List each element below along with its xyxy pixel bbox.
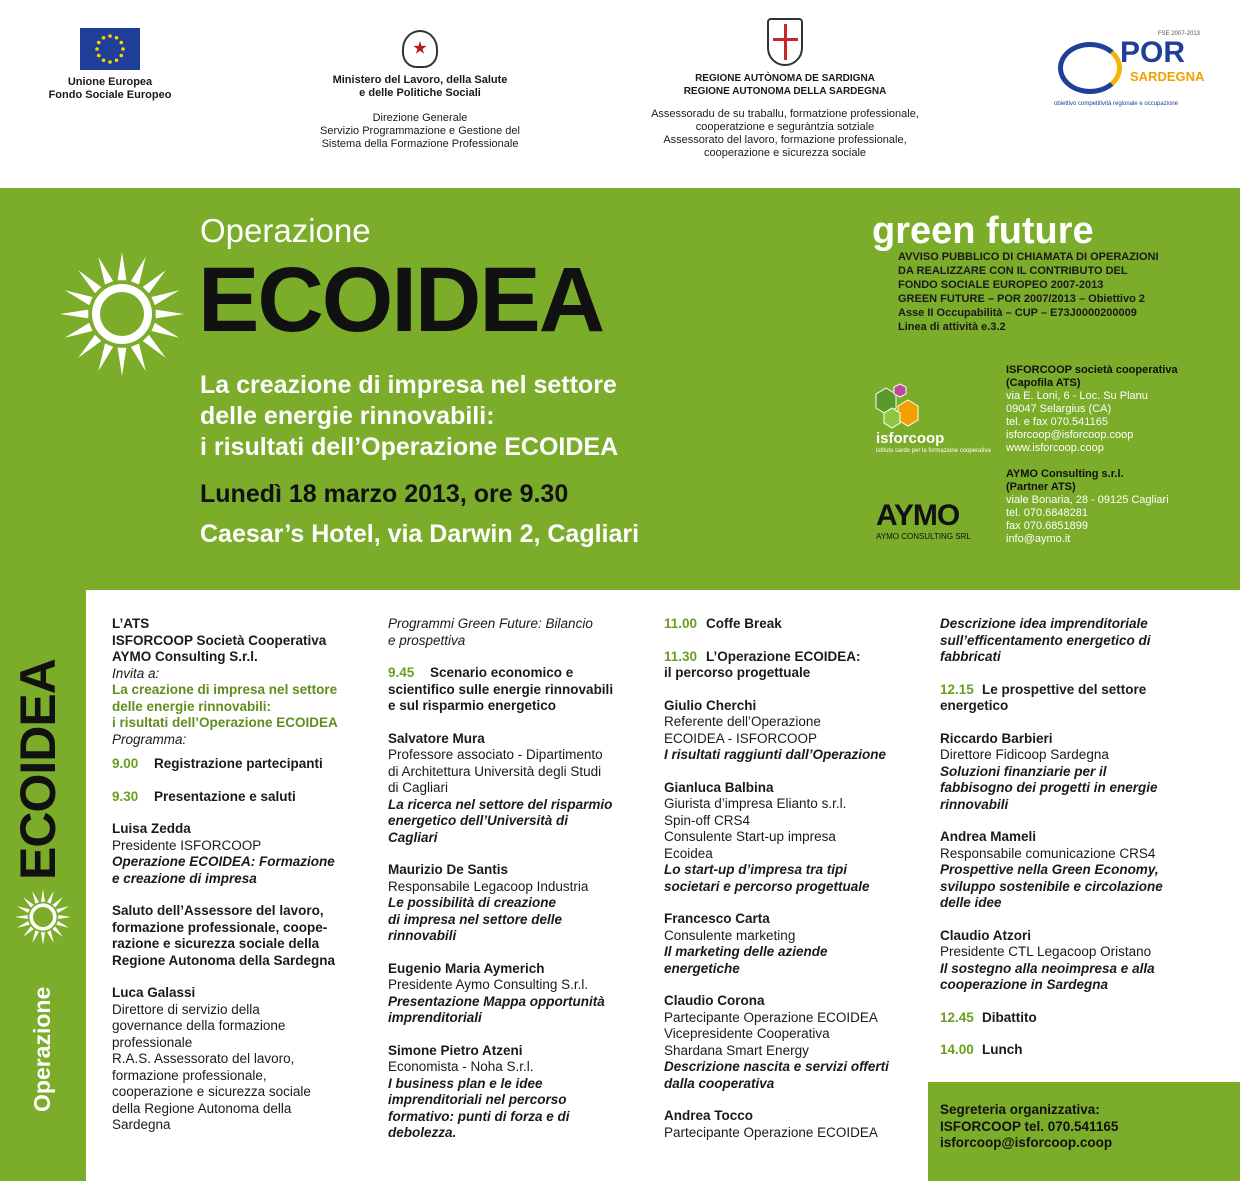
isforcoop-contact xyxy=(1006,364,1236,455)
speaker-name: Gianluca Balbina xyxy=(664,779,774,795)
invite-title: La creazione di impresa nel settore xyxy=(112,682,338,697)
speaker-role: Shardana Smart Energy xyxy=(664,1042,809,1058)
speaker-name: Riccardo Barbieri xyxy=(940,730,1053,746)
regione-name1: REGIONE AUTÒNOMA DE SARDIGNA xyxy=(695,73,875,84)
agenda-time: 12.45 xyxy=(940,1009,974,1025)
speaker-topic: di impresa nel settore delle xyxy=(388,911,563,927)
hero-subtitle-line3: i risultati dell’Operazione ECOIDEA xyxy=(200,433,619,461)
gf-line: Linea di attività e.3.2 xyxy=(898,321,1006,333)
eu-line2: Fondo Sociale Europeo xyxy=(48,89,172,101)
hexagon-logo-icon xyxy=(870,382,930,432)
speaker-topic: Cagliari xyxy=(388,829,438,845)
speaker-topic: fabbisogno dei progetti in energie xyxy=(940,780,1158,795)
speaker-topic: Il marketing delle aziende xyxy=(664,944,828,959)
contact-line: viale Bonaria, 28 - 09125 Cagliari xyxy=(1006,494,1169,506)
greeting-line: razione e sicurezza sociale della xyxy=(112,936,320,951)
regione-ass1: Assessoradu de su traballu, formatzione professionale, xyxy=(651,108,919,120)
speaker-topic: Soluzioni finanziarie per il xyxy=(940,763,1107,779)
program-label: Programma: xyxy=(112,731,187,747)
green-future-title: green future xyxy=(872,210,1094,252)
aymo-logo xyxy=(876,500,986,550)
program-column-3 xyxy=(664,616,926,1141)
ministero-dir1: Direzione Generale xyxy=(372,112,468,124)
agenda-item: 12.45 Dibattito xyxy=(940,1009,1037,1025)
speaker-topic: imprenditoriali xyxy=(388,1010,482,1025)
side-title: ECOIDEA xyxy=(10,659,66,880)
por-tagline: obiettivo competitività regionale e occupazione xyxy=(1054,101,1179,107)
speaker-role: Partecipante Operazione ECOIDEA xyxy=(664,1009,878,1025)
green-future-details xyxy=(898,250,1218,334)
contact-line: tel. e fax 070.541165 xyxy=(1006,416,1108,428)
regione-logo-block xyxy=(620,18,950,160)
agenda-item-cont: scientifico sulle energie rinnovabili xyxy=(388,681,614,697)
hero-title: ECOIDEA xyxy=(198,249,604,351)
speaker-role: Partecipante Operazione ECOIDEA xyxy=(664,1124,878,1140)
contact-line: 09047 Selargius (CA) xyxy=(1006,403,1112,415)
program-column-4 xyxy=(940,616,1220,1059)
speaker-role: Consulente marketing xyxy=(664,927,796,943)
sun-icon xyxy=(14,888,72,946)
org-line: ISFORCOOP Società Cooperativa xyxy=(112,632,327,648)
speaker-topic: imprenditoriali nel percorso xyxy=(388,1092,567,1107)
speaker-name: Claudio Corona xyxy=(664,993,765,1008)
speaker-role: della Regione Autonoma della xyxy=(112,1100,292,1116)
isforcoop-logo xyxy=(866,378,991,458)
ministero-name1: Ministero del Lavoro, della Salute xyxy=(332,74,508,86)
italian-emblem-icon xyxy=(402,30,438,68)
contact-line: tel. 070.6848281 xyxy=(1006,507,1088,519)
agenda-item: 9.00 Registrazione partecipanti xyxy=(112,756,323,771)
event-date: Lunedì 18 marzo 2013, ore 9.30 xyxy=(200,480,569,508)
aymo-tag: AYMO CONSULTING SRL xyxy=(876,532,971,541)
agenda-time: 14.00 xyxy=(940,1042,974,1057)
section-heading: sull’efficentamento energetico di xyxy=(940,632,1151,648)
contact-website[interactable]: www.isforcoop.coop xyxy=(1006,442,1104,454)
invite-title: i risultati dell’Operazione ECOIDEA xyxy=(112,715,338,730)
contact-email[interactable]: isforcoop@isforcoop.coop xyxy=(1006,429,1134,441)
speaker-topic: societari e percorso progettuale xyxy=(664,878,870,894)
speaker-name: Giulio Cherchi xyxy=(664,697,757,713)
speaker-role: professionale xyxy=(112,1034,193,1050)
isforcoop-word: isforcoop xyxy=(876,430,945,447)
section-heading: Programmi Green Future: Bilancio xyxy=(388,616,593,631)
sardinia-crest-icon xyxy=(767,18,803,66)
speaker-name: Simone Pietro Atzeni xyxy=(388,1042,523,1058)
speaker-role: Sardegna xyxy=(112,1117,171,1132)
speaker-name: Andrea Tocco xyxy=(664,1108,754,1123)
speaker-name: Andrea Mameli xyxy=(940,829,1037,844)
agenda-item: 11.30 L’Operazione ECOIDEA: xyxy=(664,648,861,664)
speaker-role: di Cagliari xyxy=(388,780,449,795)
speaker-name: Eugenio Maria Aymerich xyxy=(388,960,545,976)
agenda-item: 9.30 Presentazione e saluti xyxy=(112,788,296,804)
hero-band xyxy=(0,188,1240,590)
agenda-time: 11.30 xyxy=(664,648,698,664)
speaker-topic: Prospettive nella Green Economy, xyxy=(940,862,1159,877)
speaker-topic: energetico dell’Università di xyxy=(388,813,569,828)
speaker-topic: Operazione ECOIDEA: Formazione xyxy=(112,854,335,869)
regione-ass2: cooperatzione e seguràntzia sotziale xyxy=(695,121,875,133)
header-logos xyxy=(0,0,1240,188)
speaker-name: Maurizio De Santis xyxy=(388,862,509,877)
speaker-topic: Descrizione nascita e servizi offerti xyxy=(664,1059,889,1074)
agenda-item-cont: il percorso progettuale xyxy=(664,665,811,680)
por-word: POR xyxy=(1120,36,1186,69)
hero-subtitle xyxy=(200,370,618,463)
speaker-topic: Il sostegno alla neoimpresa e alla xyxy=(940,960,1155,976)
segreteria-email[interactable]: isforcoop@isforcoop.coop xyxy=(940,1135,1113,1150)
speaker-role: R.A.S. Assessorato del lavoro, xyxy=(112,1051,295,1066)
speaker-name: Claudio Atzori xyxy=(940,927,1031,943)
ministero-name2: e delle Politiche Sociali xyxy=(359,87,481,99)
aymo-role: (Partner ATS) xyxy=(1006,481,1076,493)
speaker-topic: cooperazione in Sardegna xyxy=(940,977,1109,992)
agenda-time: 9.45 xyxy=(388,665,415,680)
speaker-role: Giurista d’impresa Elianto s.r.l. xyxy=(664,796,847,811)
speaker-role: Direttore Fidicoop Sardegna xyxy=(940,747,1109,762)
speaker-topic: Le possibilità di creazione xyxy=(388,895,557,910)
speaker-topic: Lo start-up d’impresa tra tipi xyxy=(664,862,848,877)
speaker-role: di Architettura Università degli Studi xyxy=(388,763,602,779)
speaker-name: Salvatore Mura xyxy=(388,730,485,746)
speaker-role: Responsabile Legacoop Industria xyxy=(388,878,589,894)
speaker-role: governance della formazione xyxy=(112,1018,286,1033)
agenda-time: 11.00 xyxy=(664,616,698,631)
hero-subtitle-line2: delle energie rinnovabili: xyxy=(200,402,495,430)
program-column-2 xyxy=(388,616,648,1142)
speaker-topic: La ricerca nel settore del risparmio xyxy=(388,796,613,812)
speaker-topic: energetiche xyxy=(664,960,740,976)
speaker-role: Professore associato - Dipartimento xyxy=(388,747,603,762)
ministero-dir3: Sistema della Formazione Professionale xyxy=(321,138,519,150)
speaker-topic: sviluppo sostenibile e circolazione xyxy=(940,878,1163,894)
por-fse: FSE 2007-2013 xyxy=(1157,31,1200,37)
greeting-line: Saluto dell’Assessore del lavoro, xyxy=(112,903,324,918)
regione-ass4: cooperazione e sicurezza sociale xyxy=(703,147,867,159)
greeting-line: Regione Autonoma della Sardegna xyxy=(112,952,336,968)
side-label: Operazione xyxy=(29,986,55,1112)
aymo-name: AYMO Consulting s.r.l. xyxy=(1006,468,1124,480)
contact-email[interactable]: info@aymo.it xyxy=(1006,533,1071,545)
speaker-name: Luca Galassi xyxy=(112,985,196,1000)
org-line: AYMO Consulting S.r.l. xyxy=(112,649,258,664)
agenda-time: 9.30 xyxy=(112,788,139,804)
eu-logo-block xyxy=(40,28,180,102)
eu-line1: Unione Europea xyxy=(67,76,153,88)
speaker-topic: debolezza. xyxy=(388,1125,457,1140)
segreteria-title: Segreteria organizzativa: xyxy=(940,1102,1100,1117)
program-column-1 xyxy=(112,616,377,1134)
agenda-item-cont: energetico xyxy=(940,698,1009,713)
speaker-topic: Presentazione Mappa opportunità xyxy=(388,993,605,1009)
speaker-role: Ecoidea xyxy=(664,845,713,861)
speaker-role: Direttore di servizio della xyxy=(112,1001,260,1017)
invite-title: delle energie rinnovabili: xyxy=(112,698,272,714)
gf-line: Asse II Occupabilità – CUP – E73J0000200009 xyxy=(898,307,1137,319)
agenda-time: 12.15 xyxy=(940,681,974,697)
speaker-role: formazione professionale, xyxy=(112,1067,267,1083)
event-venue: Caesar’s Hotel, via Darwin 2, Cagliari xyxy=(200,520,640,548)
agenda-item: 9.45 Scenario economico e xyxy=(388,665,574,680)
agenda-item: 11.00 Coffe Break xyxy=(664,616,782,631)
speaker-role: Economista - Noha S.r.l. xyxy=(388,1059,534,1074)
regione-name2: REGIONE AUTONOMA DELLA SARDEGNA xyxy=(683,86,887,97)
speaker-role: Vicepresidente Cooperativa xyxy=(664,1026,830,1041)
speaker-topic: e creazione di impresa xyxy=(112,870,257,886)
por-logo xyxy=(1050,28,1210,108)
speaker-role: Consulente Start-up impresa xyxy=(664,829,836,844)
speaker-topic: formativo: punti di forza e di xyxy=(388,1108,570,1124)
aymo-word: AYMO xyxy=(876,499,960,532)
speaker-name: Francesco Carta xyxy=(664,911,770,926)
speaker-role: Presidente ISFORCOOP xyxy=(112,837,262,853)
section-heading: fabbricati xyxy=(940,649,1001,664)
gf-line: AVVISO PUBBLICO DI CHIAMATA DI OPERAZIONI xyxy=(898,251,1159,263)
speaker-role: Referente dell’Operazione xyxy=(664,714,821,729)
gf-line: GREEN FUTURE – POR 2007/2013 – Obiettivo 2 xyxy=(898,293,1145,305)
por-ring-icon xyxy=(1058,42,1122,94)
hero-subtitle-line1: La creazione di impresa nel settore xyxy=(200,371,617,399)
eu-flag-icon xyxy=(80,28,140,70)
speaker-topic: I risultati raggiunti dall’Operazione xyxy=(664,747,887,762)
sun-icon xyxy=(58,250,186,378)
speaker-role: Presidente CTL Legacoop Oristano xyxy=(940,944,1152,959)
section-heading: Descrizione idea imprenditoriale xyxy=(940,616,1148,631)
speaker-topic: rinnovabili xyxy=(940,796,1009,812)
speaker-role: Responsabile comunicazione CRS4 xyxy=(940,845,1156,861)
regione-ass3: Assessorato del lavoro, formazione professionale, xyxy=(663,134,907,146)
contact-line: via E. Loni, 6 - Loc. Su Planu xyxy=(1006,390,1148,402)
speaker-topic: rinnovabili xyxy=(388,928,457,943)
speaker-topic: dalla cooperativa xyxy=(664,1075,775,1091)
por-region: SARDEGNA xyxy=(1130,69,1205,84)
ministero-dir2: Servizio Programmazione e Gestione del xyxy=(320,125,520,137)
agenda-item: 12.15 Le prospettive del settore xyxy=(940,681,1147,697)
agenda-item-cont: e sul risparmio energetico xyxy=(388,698,557,713)
gf-line: DA REALIZZARE CON IL CONTRIBUTO DEL xyxy=(898,265,1128,277)
agenda-time: 9.00 xyxy=(112,756,139,771)
speaker-topic: I business plan e le idee xyxy=(388,1075,543,1091)
isforcoop-tag: istituto sardo per la formazione cooperativa xyxy=(876,448,991,454)
speaker-role: ECOIDEA - ISFORCOOP xyxy=(664,730,818,746)
gf-line: FONDO SOCIALE EUROPEO 2007-2013 xyxy=(898,279,1104,291)
segreteria-phone: ISFORCOOP tel. 070.541165 xyxy=(940,1118,1119,1134)
speaker-role: Spin-off CRS4 xyxy=(664,812,751,828)
ministero-logo-block xyxy=(270,30,570,151)
speaker-role: cooperazione e sicurezza sociale xyxy=(112,1084,311,1099)
speaker-role: Presidente Aymo Consulting S.r.l. xyxy=(388,977,589,992)
hero-label: Operazione xyxy=(200,212,371,249)
section-heading: e prospettiva xyxy=(388,632,466,648)
isforcoop-name: ISFORCOOP società cooperativa xyxy=(1006,364,1178,376)
ats-heading: L’ATS xyxy=(112,616,150,631)
speaker-name: Luisa Zedda xyxy=(112,821,191,836)
contact-line: fax 070.6851899 xyxy=(1006,520,1088,532)
agenda-item: 14.00 Lunch xyxy=(940,1042,1023,1057)
segreteria-box xyxy=(928,1082,1240,1181)
side-strip xyxy=(0,590,86,1181)
isforcoop-role: (Capofila ATS) xyxy=(1006,377,1081,389)
speaker-topic: delle idee xyxy=(940,895,1002,910)
invite-label: Invita a: xyxy=(112,665,160,681)
greeting-line: formazione professionale, coope- xyxy=(112,919,328,935)
aymo-contact xyxy=(1006,468,1236,546)
